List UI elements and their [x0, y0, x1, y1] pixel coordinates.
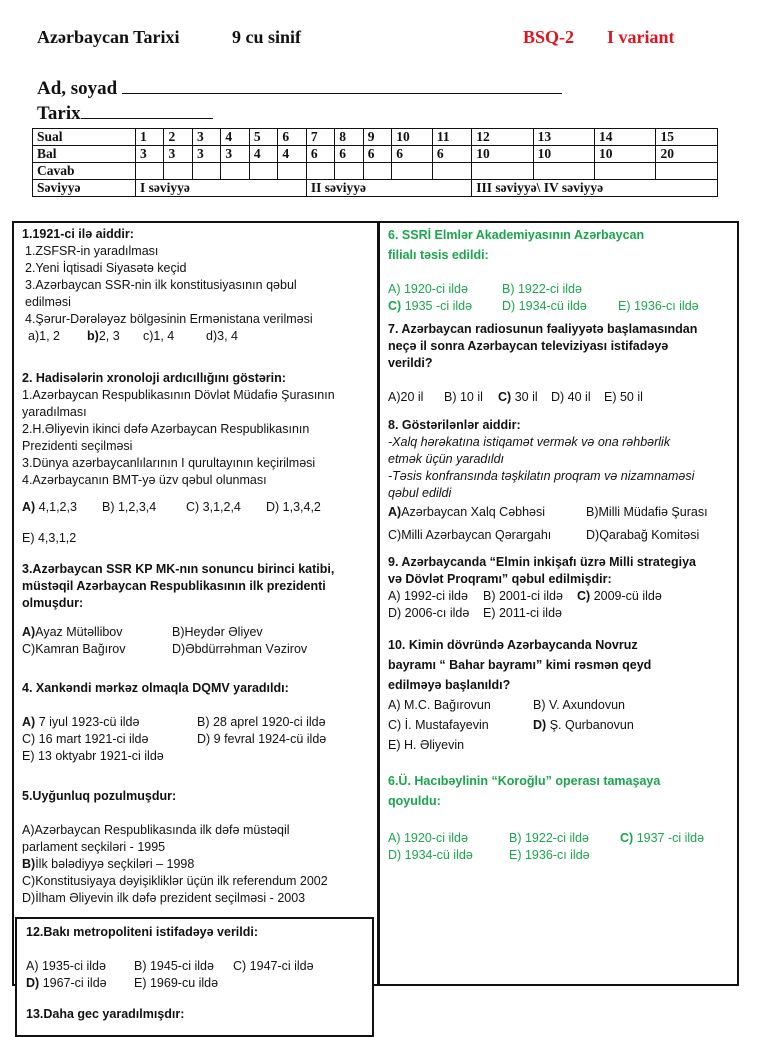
option-text: 4,1,2,3 [38, 500, 77, 514]
option-e[interactable]: E) 1936-cı ildə [509, 848, 590, 862]
answer-cell[interactable] [136, 163, 164, 180]
table-cell: 6 [335, 146, 363, 163]
question-7 [388, 321, 697, 406]
level-cell: III səviyyə\ IV səviyyə [472, 180, 718, 197]
table-cell: 15 [656, 129, 718, 146]
answer-cell[interactable] [595, 163, 656, 180]
question-title: filialı təsis edildi: [388, 248, 489, 262]
option-text: 30 il [514, 390, 538, 404]
question-6-koroglu [388, 773, 704, 864]
option-d[interactable]: D) 1,3,4,2 [266, 500, 321, 514]
question-title: 10. Kimin dövründə Azərbaycanda Novruz [388, 638, 638, 652]
variant-label: I variant [607, 27, 675, 47]
list-item: edilməsi [25, 295, 71, 309]
option-text: 2009-cü ildə [593, 589, 662, 603]
option-text: İlk bələdiyyə seçkiləri – 1998 [35, 857, 195, 871]
option-text: 1935 -ci ildə [404, 299, 473, 313]
list-item: Prezidenti seçilməsi [22, 439, 133, 453]
answer-cell[interactable] [221, 163, 249, 180]
table-cell: 9 [363, 129, 391, 146]
table-row [33, 146, 718, 163]
table-row [33, 129, 718, 146]
question-title: 8. Göstərilənlər aiddir: [388, 418, 521, 432]
option-c[interactable]: C)Milli Azərbaycan Qərargahı [388, 528, 552, 542]
table-cell: 7 [306, 129, 334, 146]
table-cell: 14 [595, 129, 656, 146]
question-12 [26, 924, 314, 1023]
table-row [33, 163, 718, 180]
date-label: Tarix [37, 103, 81, 124]
level-cell: II səviyyə [306, 180, 471, 197]
name-field[interactable] [37, 78, 562, 100]
row-label: Cavab [33, 163, 136, 180]
subject-title: Azərbaycan Tarixi [37, 27, 180, 47]
list-item: 4.Azərbaycanın BMT-yə üzv qəbul olunması [22, 473, 267, 487]
option-a[interactable]: A)Azərbaycan Respublikasında ilk dəfə müstəqil [22, 823, 290, 837]
table-cell: 3 [136, 146, 164, 163]
option-c[interactable] [388, 298, 502, 315]
question-title: 7. Azərbaycan radiosunun fəaliyyətə başlamasından [388, 322, 698, 336]
answer-marker: A) [388, 505, 402, 519]
question-13-title: 13.Daha gec yaradılmışdır: [26, 1007, 185, 1021]
option-d[interactable]: D)İlham Əliyevin ilk dəfə prezident seçilməsi - 2003 [22, 891, 306, 905]
name-label: Ad, soyad [37, 78, 118, 99]
option-c[interactable]: c)1, 4 [143, 329, 175, 343]
option-a[interactable] [388, 504, 586, 521]
option-d[interactable]: D) 9 fevral 1924-cü ildə [197, 732, 327, 746]
option-d[interactable]: D) 40 il [551, 390, 591, 404]
option-a[interactable]: A) 1920-ci ildə [388, 831, 468, 845]
table-cell: 10 [392, 129, 433, 146]
question-title: 4. Xankəndi mərkəz olmaqla DQMV yaradıldı: [22, 681, 289, 695]
option-b[interactable] [22, 856, 328, 873]
option-text: Azərbaycan Xalq Cəbhəsi [401, 505, 546, 519]
answer-cell[interactable] [192, 163, 220, 180]
option-e[interactable]: E) 13 oktyabr 1921-ci ildə [22, 749, 164, 763]
option-b[interactable]: B) 28 aprel 1920-ci ildə [197, 715, 326, 729]
option-b[interactable]: B) 10 il [444, 390, 483, 404]
table-cell: 11 [432, 129, 471, 146]
option-c[interactable]: C)Konstitusiyaya dəyişikliklər üçün ilk referendum 2002 [22, 874, 328, 888]
question-title: edilməyə başlanıldı? [388, 678, 511, 692]
date-line [81, 104, 213, 119]
score-table [32, 128, 718, 197]
option-a[interactable]: A) 1935-ci ildə [26, 959, 106, 973]
table-cell: 3 [221, 146, 249, 163]
option-b[interactable]: B) 1,2,3,4 [102, 500, 157, 514]
question-title: 6.Ü. Hacıbəylinin “Koroğlu” operası tamaşaya [388, 774, 661, 788]
option-e[interactable]: E) 4,3,1,2 [22, 531, 77, 545]
table-cell: 6 [392, 146, 433, 163]
option-a[interactable]: A) 1920-ci ildə [388, 282, 468, 296]
option-b[interactable]: B)Milli Müdafiə Şurası [586, 505, 708, 519]
table-cell: 3 [192, 146, 220, 163]
question-title: qoyuldu: [388, 794, 441, 808]
list-item: etmək üçün yaradıldı [388, 452, 505, 466]
question-title: müstəqil Azərbaycan Respublikasının ilk prezidenti [22, 579, 326, 593]
question-title: 9. Azərbaycanda “Elmin inkişafı üzrə Milli strategiya [388, 555, 696, 569]
option-e[interactable]: E) 1936-cı ildə [618, 299, 699, 313]
answer-marker: A) [22, 500, 36, 514]
answer-cell[interactable] [249, 163, 277, 180]
table-cell: 4 [221, 129, 249, 146]
question-2 [22, 370, 335, 547]
row-label: Sual [33, 129, 136, 146]
answer-cell[interactable] [656, 163, 718, 180]
option-text: 1967-ci ildə [42, 976, 107, 990]
list-item: 3.Dünya azərbaycanlılarının I qurultayının keçirilməsi [22, 456, 316, 470]
option-c[interactable]: C)Kamran Bağırov [22, 642, 126, 656]
option-e[interactable]: E) 1969-cu ildə [134, 976, 219, 990]
question-3 [22, 561, 334, 658]
answer-marker: B) [22, 857, 36, 871]
question-8 [388, 417, 708, 544]
option-a[interactable]: A) M.C. Bağırovun [388, 698, 491, 712]
option-b[interactable]: B) 2001-ci ildə [483, 589, 563, 603]
list-item: -Xalq hərəkatına istiqamət vermək və ona rəhbərlik [388, 435, 671, 449]
option-d[interactable]: D) 1934-cü ildə [388, 848, 473, 862]
table-cell: 6 [278, 129, 306, 146]
level-cell: I səviyyə [136, 180, 307, 197]
table-cell: 10 [472, 146, 533, 163]
answer-marker: A) [22, 625, 36, 639]
table-cell: 20 [656, 146, 718, 163]
option-c[interactable]: C) 1947-ci ildə [233, 959, 314, 973]
table-cell: 12 [472, 129, 533, 146]
option-a[interactable]: a)1, 2 [28, 329, 60, 343]
option-b[interactable]: B) V. Axundovun [533, 698, 625, 712]
option-d[interactable]: D) 1934-cü ildə [502, 299, 587, 313]
list-item: qəbul edildi [388, 486, 452, 500]
question-5 [22, 788, 328, 907]
question-title: 12.Bakı metropoliteni istifadəyə verildi: [26, 925, 259, 939]
table-cell: 3 [192, 129, 220, 146]
question-4 [22, 680, 326, 765]
option-a[interactable]: A) 1992-ci ildə [388, 589, 468, 603]
list-item: 4.Şərur-Dərələyəz bölgəsinin Ermənistana verilməsi [25, 312, 313, 326]
option-a[interactable] [22, 624, 172, 641]
table-cell: 13 [533, 129, 594, 146]
option-text: Ayaz Mütəllibov [35, 625, 123, 639]
table-cell: 10 [595, 146, 656, 163]
option-b[interactable] [87, 328, 143, 345]
option-e[interactable]: E) 50 il [604, 390, 643, 404]
option-c[interactable] [620, 831, 704, 845]
table-cell: 6 [363, 146, 391, 163]
option-a-cont: parlament seçkiləri - 1995 [22, 840, 166, 854]
question-title: neçə il sonra Azərbaycan televiziyası istifadəyə [388, 339, 669, 353]
question-title: bayramı “ Bahar bayramı” kimi rəsmən qeyd [388, 658, 652, 672]
option-a[interactable]: A)20 il [388, 390, 424, 404]
answer-marker: C) [388, 299, 402, 313]
table-cell: 6 [432, 146, 471, 163]
question-6 [388, 227, 699, 315]
question-title: və Dövlət Proqramı” qəbul edilmişdir: [388, 572, 612, 586]
option-text: 2, 3 [98, 329, 120, 343]
list-item: 2.Yeni İqtisadi Siyasətə keçid [25, 261, 187, 275]
answer-marker: C) [577, 589, 591, 603]
option-c[interactable]: C) 3,1,2,4 [186, 500, 241, 514]
question-title: olmuşdur: [22, 596, 84, 610]
table-row [33, 180, 718, 197]
answer-marker: b) [87, 329, 99, 343]
option-text: 1937 -ci ildə [636, 831, 705, 845]
table-cell: 6 [306, 146, 334, 163]
option-e[interactable]: E) 2011-ci ildə [483, 606, 562, 620]
answer-cell[interactable] [392, 163, 433, 180]
answer-cell[interactable] [278, 163, 306, 180]
question-title: verildi? [388, 356, 433, 370]
option-a[interactable] [22, 714, 197, 731]
option-c[interactable] [577, 589, 662, 603]
question-title: 1.1921-ci ilə aiddir: [22, 227, 134, 241]
question-title: 5.Uyğunluq pozulmuşdur: [22, 789, 177, 803]
option-e[interactable]: E) H. Əliyevin [388, 738, 465, 752]
answer-marker: C) [498, 390, 512, 404]
answer-marker: D) [26, 976, 40, 990]
list-item: yaradılması [22, 405, 87, 419]
list-item: 1.ZSFSR-in yaradılması [25, 244, 159, 258]
answer-cell[interactable] [306, 163, 334, 180]
answer-marker: C) [620, 831, 634, 845]
option-b[interactable]: B) 1922-ci ildə [509, 831, 589, 845]
option-b[interactable]: B)Heydər Əliyev [172, 625, 263, 639]
option-c[interactable]: C) 16 mart 1921-ci ildə [22, 732, 149, 746]
option-c[interactable] [498, 389, 551, 406]
table-cell: 2 [164, 129, 192, 146]
option-d[interactable]: d)3, 4 [206, 329, 238, 343]
answer-cell[interactable] [533, 163, 594, 180]
option-d[interactable] [26, 975, 134, 992]
list-item: 1.Azərbaycan Respublikasının Dövlət Müdafiə Şurasının [22, 388, 335, 402]
list-item: 3.Azərbaycan SSR-nin ilk konstitusiyasının qəbul [25, 278, 297, 292]
option-a[interactable] [22, 499, 102, 516]
option-b[interactable]: B) 1922-ci ildə [502, 282, 582, 296]
table-cell: 8 [335, 129, 363, 146]
list-item: -Təsis konfransında təşkilatın proqram və nizamnaməsi [388, 469, 695, 483]
list-item: 2.H.Əliyevin ikinci dəfə Azərbaycan Respublikasının [22, 422, 310, 436]
question-10 [388, 635, 651, 755]
row-label: Səviyyə [33, 180, 136, 197]
answer-cell[interactable] [432, 163, 471, 180]
option-text: Ş. Qurbanovun [549, 718, 634, 732]
answer-cell[interactable] [363, 163, 391, 180]
option-b[interactable]: B) 1945-ci ildə [134, 959, 214, 973]
date-field[interactable] [37, 103, 213, 125]
answer-cell[interactable] [472, 163, 533, 180]
question-title: 6. SSRİ Elmlər Akademiyasının Azərbaycan [388, 228, 645, 242]
option-d[interactable]: D)Qarabağ Komitəsi [586, 528, 700, 542]
question-title: 2. Hadisələrin xronoloji ardıcıllığını göstərin: [22, 371, 286, 385]
option-d[interactable]: D)Əbdürrəhman Vəzirov [172, 642, 308, 656]
answer-cell[interactable] [164, 163, 192, 180]
question-9 [388, 554, 696, 622]
table-cell: 4 [278, 146, 306, 163]
answer-cell[interactable] [335, 163, 363, 180]
table-cell: 4 [249, 146, 277, 163]
table-cell: 3 [164, 146, 192, 163]
test-code: BSQ-2 [523, 27, 575, 47]
row-label: Bal [33, 146, 136, 163]
table-cell: 10 [533, 146, 594, 163]
option-c[interactable]: C) İ. Mustafayevin [388, 718, 489, 732]
table-cell: 5 [249, 129, 277, 146]
question-1 [22, 226, 313, 345]
option-d[interactable]: D) 2006-cı ildə [388, 606, 470, 620]
question-title: 3.Azərbaycan SSR KP MK-nın sonuncu birinci katibi, [22, 562, 335, 576]
option-text: 7 iyul 1923-cü ildə [38, 715, 140, 729]
name-line [122, 79, 562, 94]
answer-marker: A) [22, 715, 36, 729]
grade-label: 9 cu sinif [232, 27, 302, 47]
table-cell: 1 [136, 129, 164, 146]
option-d[interactable] [533, 718, 634, 732]
answer-marker: D) [533, 718, 547, 732]
